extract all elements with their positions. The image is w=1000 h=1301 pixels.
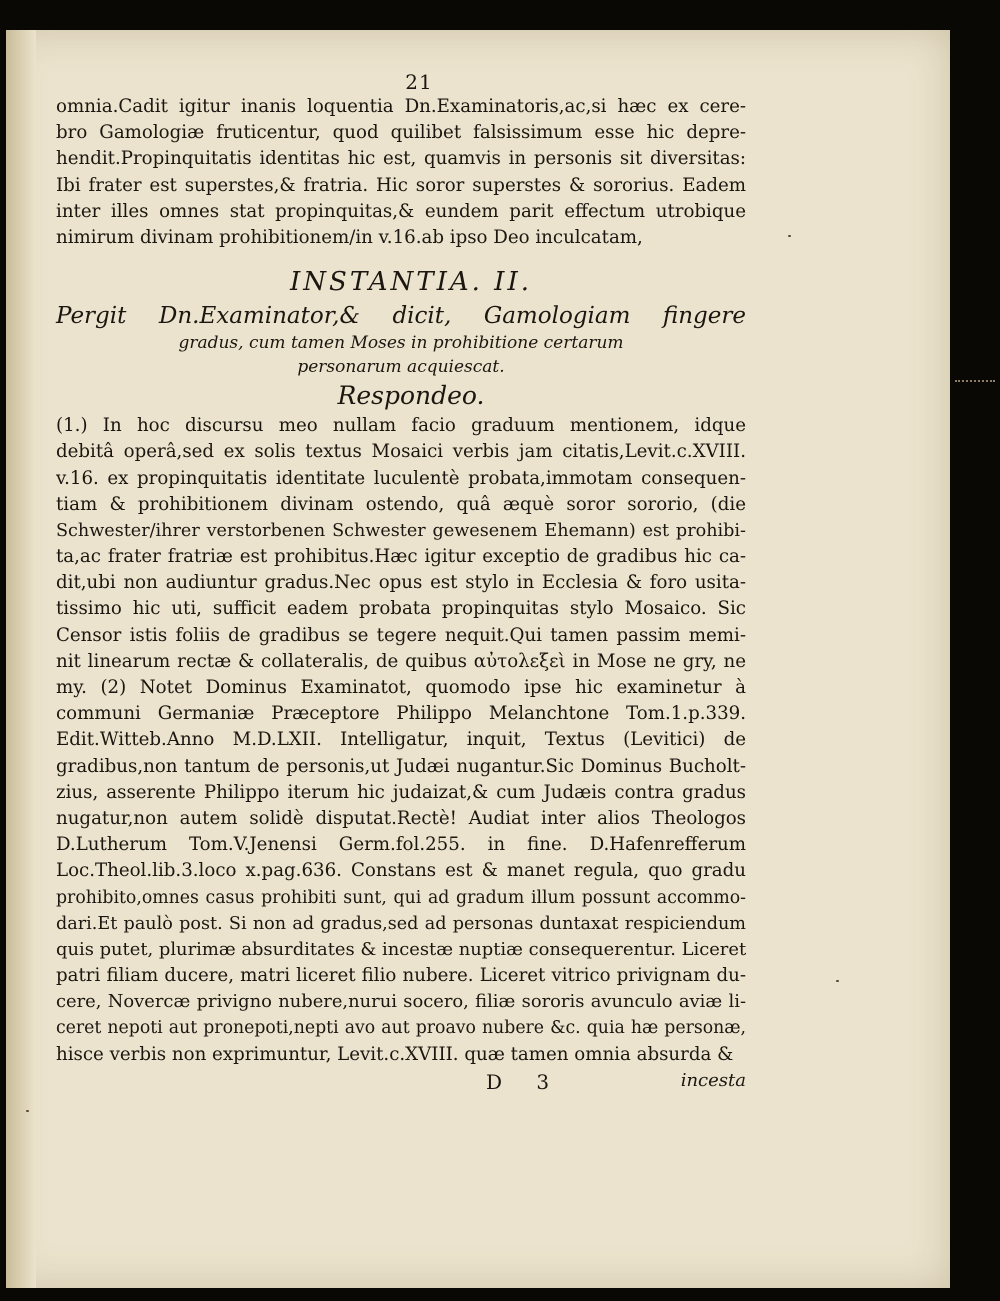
paper-speck — [26, 1110, 29, 1112]
page-gutter — [6, 30, 36, 1288]
text-line: Edit.Witteb.Anno M.D.LXII. Intelligatur, inquit, Textus (Levitici) de — [56, 729, 746, 751]
text-line: ceret nepoti aut pronepoti,nepti avo aut proavo nubere &c. quia hæ personæ, — [56, 1018, 746, 1039]
text-line: patri filiam ducere, matri liceret filio nubere. Liceret vitrico privignam du- — [56, 965, 746, 987]
text-line: prohibito,omnes casus prohibiti sunt, qui ad gradum illum possunt accommo- — [56, 887, 746, 908]
objection-summary: Pergit Dn.Examinator,& dicit, Gamologiam fingere — [56, 303, 746, 330]
text-line: bro Gamologiæ fruticentur, quod quilibet falsissimum esse hic depre- — [56, 122, 746, 144]
book-page — [6, 30, 950, 1288]
objection-summary-line-1: gradus, cum tamen Moses in prohibitione certarum — [178, 333, 624, 354]
text-line: debitâ operâ,sed ex solis textus Mosaici verbis jam citatis,Levit.c.XVIII. — [56, 441, 746, 463]
text-line: nit linearum rectæ & collateralis, de quibus αὐτολεξεὶ in Mose ne gry, ne — [56, 650, 746, 672]
response-heading: Respondeo. — [337, 381, 485, 411]
paper-speck — [836, 980, 839, 982]
text-line: dit,ubi non audiuntur gradus.Nec opus est stylo in Ecclesia & foro usita- — [56, 572, 746, 594]
page-footer — [56, 1070, 746, 1098]
text-line: hendit.Propinquitatis identitas hic est, quamvis in personis sit diversitas: — [56, 148, 746, 170]
text-line: Ibi frater est superstes,& fratria. Hic soror superstes & sororius. Eadem — [56, 174, 746, 196]
text-line: hisce verbis non exprimuntur, Levit.c.XVIII. quæ tamen omnia absurda & — [56, 1043, 734, 1065]
text-line: dari.Et paulò post. Si non ad gradus,sed ad personas duntaxat respiciendum — [56, 913, 746, 934]
text-line: omnia.Cadit igitur inanis loquentia Dn.Examinatoris,ac,si hæc ex cere- — [56, 96, 746, 117]
response-paragraph — [56, 413, 746, 1068]
text-line: tissimo hic uti, sufficit eadem probata propinquitas stylo Mosaico. Sic — [56, 598, 746, 620]
text-line: nugatur,non autem solidè disputat.Rectè! Audiat inter alios Theologos — [56, 807, 746, 829]
text-line: cere, Novercæ privigno nubere,nurui socero, filiæ sororis avunculo aviæ li- — [56, 991, 746, 1013]
section-heading: INSTANTIA. II. — [289, 267, 532, 298]
opening-paragraph — [56, 94, 746, 251]
text-line: tiam & prohibitionem divinam ostendo, quâ æquè soror sororio, (die — [56, 493, 746, 515]
text-line: nimirum divinam prohibitionem/in v.16.ab ipso Deo inculcatam, — [56, 226, 643, 248]
text-line: Censor istis foliis de gradibus se tegere nequit.Qui tamen passim memi- — [56, 624, 746, 646]
signature-mark: D 3 — [486, 1069, 564, 1094]
text-line: Schwester/ihrer verstorbenen Schwester gewesenem Ehemann) est prohibi- — [56, 520, 746, 541]
paper-speck — [788, 235, 791, 237]
text-line: ta,ac frater fratriæ est prohibitus.Hæc igitur exceptio de gradibus hic ca- — [56, 546, 746, 568]
text-line: gradibus,non tantum de personis,ut Judæi nugantur.Sic Dominus Bucholt- — [56, 755, 746, 777]
text-line: D.Lutherum Tom.V.Jenensi Germ.fol.255. in fine. D.Hafenrefferum — [56, 834, 746, 856]
text-line: inter illes omnes stat propinquitas,& eundem parit effectum utrobique — [56, 200, 746, 222]
page-edge-marks — [955, 380, 995, 386]
catchword: incesta — [680, 1069, 746, 1091]
text-line: Loc.Theol.lib.3.loco x.pag.636. Constans est & manet regula, quo gradu — [56, 860, 746, 882]
text-line: quis putet, plurimæ absurditates & incestæ nuptiæ consequerentur. Liceret — [56, 938, 746, 960]
text-line: v.16. ex propinquitatis identitate luculentè probata,immotam consequen- — [56, 467, 746, 489]
page-text-block — [56, 70, 746, 1098]
text-line: my. (2) Notet Dominus Examinatot, quomodo ipse hic examinetur à — [56, 677, 746, 698]
text-line: zius, asserente Philippo iterum hic judaizat,& cum Judæis contra gradus — [56, 781, 746, 803]
objection-summary-line-2: personarum acquiescat. — [297, 357, 505, 378]
page-number: 21 — [405, 70, 433, 94]
text-line: communi Germaniæ Præceptore Philippo Melanchtone Tom.1.p.339. — [56, 703, 746, 725]
text-line: (1.) In hoc discursu meo nullam facio graduum mentionem, idque — [56, 415, 746, 437]
